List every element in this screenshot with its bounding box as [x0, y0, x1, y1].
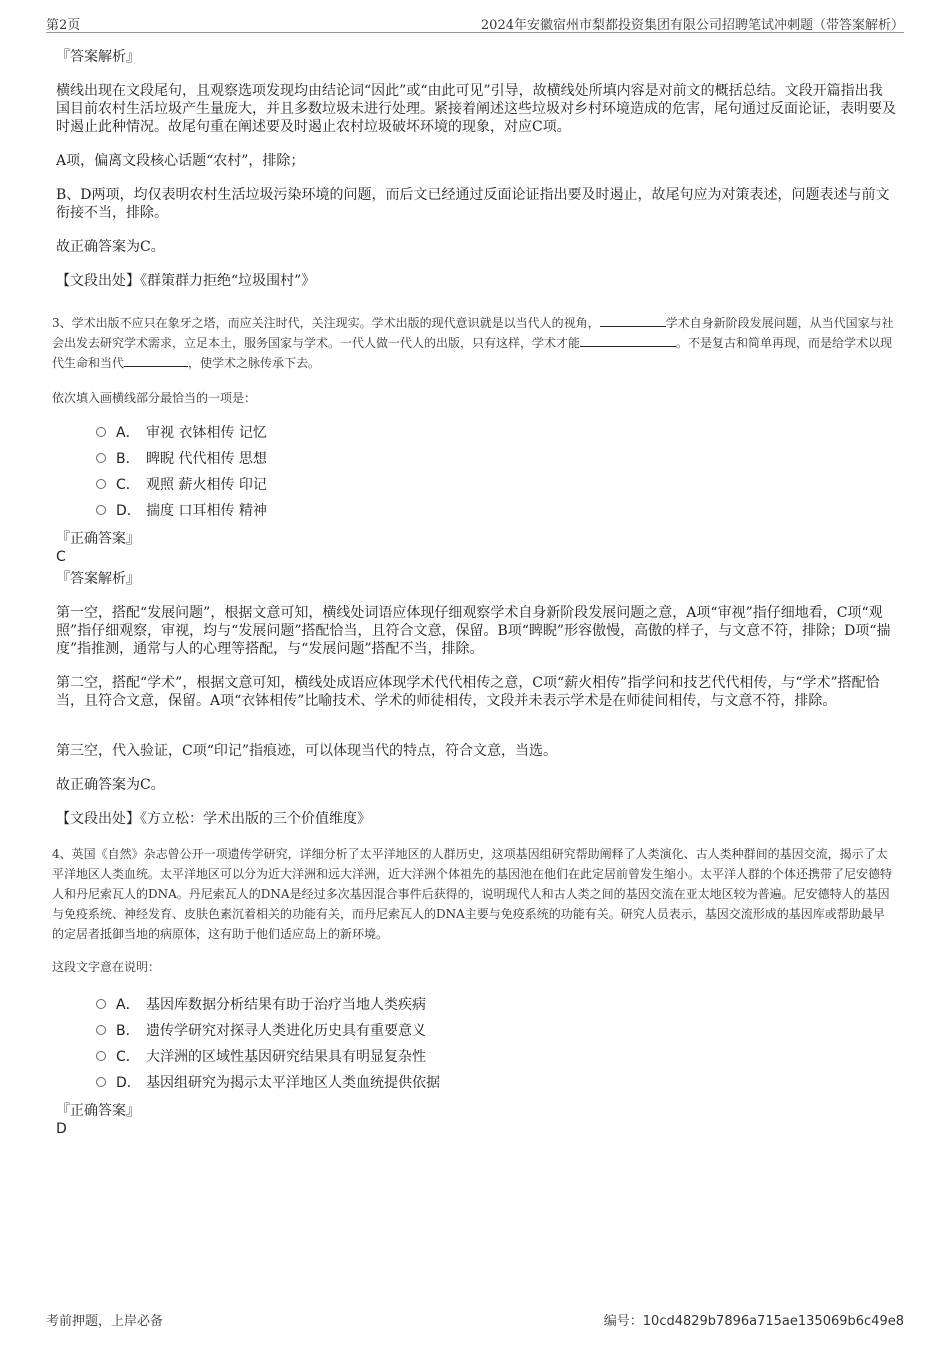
q4-correct-label: 『正确答案』 — [56, 1103, 140, 1119]
radio-icon[interactable] — [96, 1077, 106, 1087]
q4-prompt: 这段文字意在说明： — [52, 960, 161, 974]
radio-icon[interactable] — [96, 453, 106, 463]
q4-option-d[interactable]: D． 基因组研究为揭示太平洋地区人类血统提供依据 — [96, 1074, 440, 1092]
radio-icon[interactable] — [96, 505, 106, 515]
footer-slogan: 考前押题，上岸必备 — [46, 1314, 164, 1329]
q4-stem: 4、英国《自然》杂志曾公开一项遗传学研究，详细分析了太平洋地区的人群历史，这项基因组研究帮助阐释了人类演化、古人类种群间的基因交流，揭示了太平洋地区人类血统。太平洋地区可以分为近大洋洲和远大洋洲，近大洋洲个体祖先的基因池在他们在此定居前曾发生缩小。太平洋人群的个体还携带了尼安德特人和丹尼索瓦人的DNA。丹尼索瓦人的DNA是经过多次基因混合事件后获得的，说明现代人和古人类之间的基因交流在亚太地区较为普遍。尼安德特人的基因与免疫系统、神经发育、皮肤色素沉着相关的功能有关，而丹尼索瓦人的DNA主要与免疫系统的功能有关。研究人员表示，基因交流形成的基因库或帮助最早的定居者抵御当地的病原体，这有助于他们适应岛上的新环境。 — [52, 847, 893, 941]
q3-stem: 3、学术出版不应只在象牙之塔，而应关注时代，关注现实。学术出版的现代意识就是以当代人的视角， 学术自身新阶段发展问题，从当代国家与社会出发去研究学术需求，立足本土，服务国家与学术。一代人做一代人的出版，只有这样，学术才能 。不是复古和简单再现，而是给学术以现代生命和当代 ，使学术之脉传承下去。 — [52, 313, 896, 373]
q2-analysis-label: 『答案解析』 — [56, 49, 140, 65]
q2-analysis-p3: B、D两项，均仅表明农村生活垃圾污染环境的问题，而后文已经通过反面论证指出要及时遏止，故尾句应为对策表述，问题表述与前文衔接不当，排除。 — [56, 187, 890, 221]
q3-blank-3 — [124, 353, 188, 367]
q2-analysis-p2: A项，偏离文段核心话题“农村”，排除； — [56, 153, 305, 169]
q4-option-a[interactable]: A． 基因库数据分析结果有助于治疗当地人类疾病 — [96, 996, 426, 1014]
q3-correct-label: 『正确答案』 — [56, 531, 140, 547]
q4-option-c[interactable]: C． 大洋洲的区域性基因研究结果具有明显复杂性 — [96, 1048, 426, 1066]
q2-source: 【文段出处】《群策群力拒绝“垃圾围村”》 — [56, 273, 316, 289]
q3-analysis-p1: 第一空，搭配“发展问题”，根据文意可知，横线处词语应体现仔细观察学术自身新阶段发展问题之意，A项“审视”指仔细地看，C项“观照”指仔细观察，审视，均与“发展问题”搭配恰当，且符合文意，保留。B项“睥睨”形容傲慢，高傲的样子，与文意不符，排除；D项“揣度”指推测，通常与人的心理等搭配，与“发展问题”搭配不当，排除。 — [56, 605, 891, 657]
q3-analysis-p4: 故正确答案为C。 — [56, 777, 165, 793]
q4-correct-answer: D — [56, 1121, 67, 1137]
page-header — [46, 12, 904, 33]
footer-code: 编号：10cd4829b7896a715ae135069b6c49e8 — [603, 1314, 904, 1329]
document-title: 2024年安徽宿州市梨都投资集团有限公司招聘笔试冲刺题（带答案解析） — [480, 18, 904, 33]
q2-analysis-p4: 故正确答案为C。 — [56, 239, 165, 255]
page-footer — [46, 1310, 904, 1328]
page-number: 第2页 — [46, 18, 81, 33]
q4-option-b[interactable]: B． 遗传学研究对探寻人类进化历史具有重要意义 — [96, 1022, 426, 1040]
q3-option-b[interactable]: B． 睥睨 代代相传 思想 — [96, 450, 267, 468]
q3-analysis-p3: 第三空，代入验证，C项“印记”指痕迹，可以体现当代的特点，符合文意，当选。 — [56, 743, 558, 759]
q3-analysis-label: 『答案解析』 — [56, 571, 140, 587]
q3-source: 【文段出处】《方立松：学术出版的三个价值维度》 — [56, 811, 371, 827]
q3-prompt: 依次填入画横线部分最恰当的一项是： — [52, 391, 257, 405]
q3-blank-1 — [600, 313, 666, 327]
q3-correct-answer: C — [56, 549, 66, 565]
radio-icon[interactable] — [96, 479, 106, 489]
q2-analysis-p1: 横线出现在文段尾句，且观察选项发现均由结论词“因此”或“由此可见”引导，故横线处所填内容是对前文的概括总结。文段开篇指出我国目前农村生活垃圾产生量庞大，并且多数垃圾未进行处理。紧接着阐述这些垃圾对乡村环境造成的危害，尾句通过反面论证，表明要及时遏止此种情况。故尾句重在阐述要及时遏止农村垃圾破坏环境的现象，对应C项。 — [56, 83, 896, 135]
q3-analysis-p2: 第二空，搭配“学术”，根据文意可知，横线处成语应体现学术代代相传之意，C项“薪火相传”指学问和技艺代代相传，与“学术”搭配恰当，且符合文意，保留。A项“衣钵相传”比喻技术、学术的师徒相传，文段并未表示学术是在师徒间相传，与文意不符，排除。 — [56, 675, 880, 709]
radio-icon[interactable] — [96, 1025, 106, 1035]
q3-option-d[interactable]: D． 揣度 口耳相传 精神 — [96, 502, 267, 520]
q3-option-a[interactable]: A． 审视 衣钵相传 记忆 — [96, 424, 267, 442]
q3-blank-2 — [580, 333, 676, 347]
radio-icon[interactable] — [96, 1051, 106, 1061]
q3-option-c[interactable]: C． 观照 薪火相传 印记 — [96, 476, 267, 494]
radio-icon[interactable] — [96, 427, 106, 437]
radio-icon[interactable] — [96, 999, 106, 1009]
